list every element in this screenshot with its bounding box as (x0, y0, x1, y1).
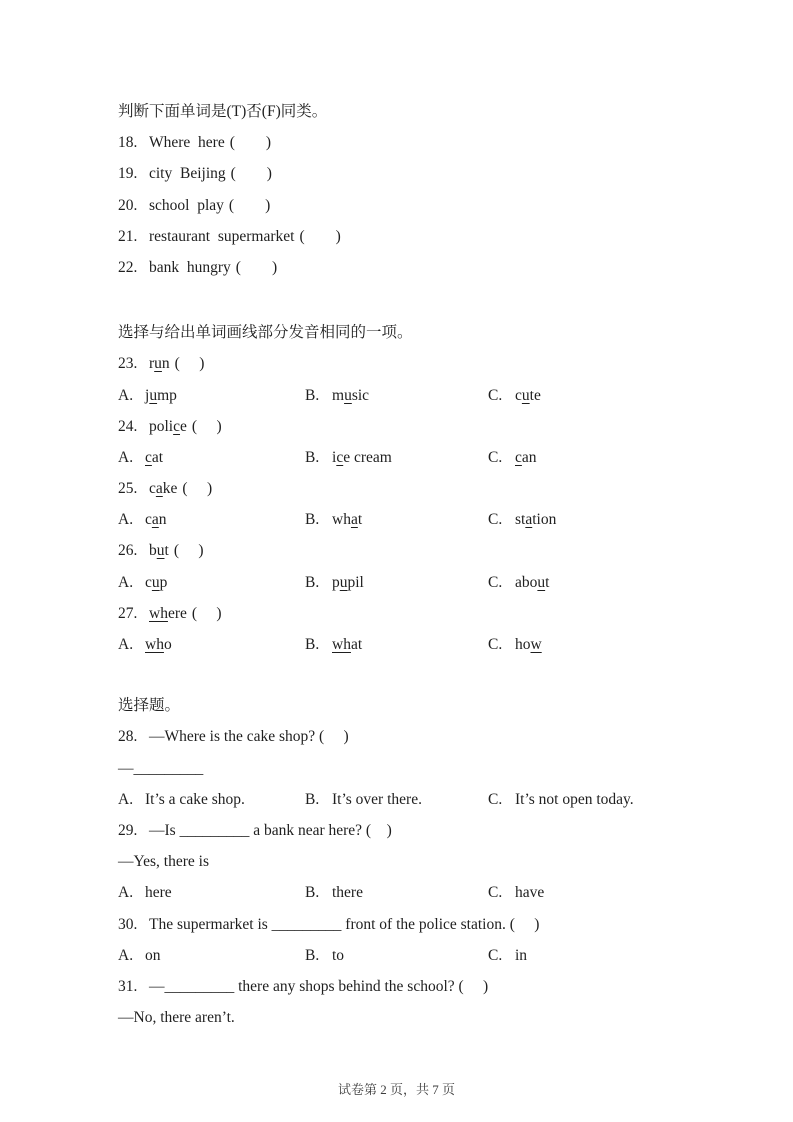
word-part: ho (515, 636, 531, 653)
word-part: b (149, 542, 157, 560)
answer-blank: ( ) (191, 604, 222, 622)
option-word (145, 387, 177, 404)
question-text: The supermarket is _________ front of the police station. ( ) (149, 915, 540, 933)
option-word (332, 636, 362, 653)
word-part: n (161, 355, 170, 373)
underlined-part: u (156, 542, 165, 560)
answer-blank: ( ) (182, 480, 213, 498)
question-number: 22. (118, 258, 138, 276)
option-a (118, 877, 305, 908)
option-label: A. (118, 386, 134, 404)
option-text: It’s a cake shop. (145, 790, 245, 808)
phonics-options-25 (118, 504, 693, 535)
word-part: t (357, 511, 363, 529)
word-part: st (515, 511, 526, 529)
option-a (118, 940, 305, 971)
question-number: 19. (118, 165, 138, 183)
stem-word (149, 418, 187, 435)
option-label: B. (305, 884, 320, 902)
mcq-question-28-line2 (118, 753, 693, 784)
underlined-part: a (350, 511, 358, 529)
phonics-question-25 (118, 473, 693, 504)
option-word (145, 574, 167, 591)
question-number: 25. (118, 480, 138, 498)
word-part: at (151, 448, 164, 466)
option-label: B. (305, 573, 320, 591)
underlined-part: u (344, 386, 352, 404)
question-number: 23. (118, 355, 138, 373)
judgment-item-19 (118, 158, 693, 189)
option-label: C. (488, 946, 503, 964)
option-text: It’s over there. (332, 790, 422, 808)
option-label: A. (118, 946, 134, 964)
option-text: here (145, 884, 172, 902)
option-label: A. (118, 448, 134, 466)
option-a (118, 784, 305, 815)
word-part: e (180, 417, 187, 435)
option-label: A. (118, 511, 134, 529)
option-b (305, 504, 488, 535)
option-label: C. (488, 884, 503, 902)
option-b (305, 380, 488, 411)
mcq-question-28-line1 (118, 721, 693, 752)
option-label: B. (305, 636, 320, 653)
phonics-question-27 (118, 598, 693, 629)
option-word (145, 636, 172, 653)
word-part: p (332, 573, 340, 591)
question-text: —Is _________ a bank near here? ( ) (149, 821, 392, 839)
word-part: abo (515, 573, 538, 591)
page-footer: 试卷第 2 页，共 7 页 (337, 1082, 455, 1097)
question-number: 27. (118, 604, 138, 622)
phonics-options-23 (118, 380, 693, 411)
option-a (118, 380, 305, 411)
phonics-question-23 (118, 348, 693, 379)
word-part: p (159, 573, 168, 591)
word-part: c (145, 511, 152, 529)
question-number: 29. (118, 821, 138, 839)
underlined-part: w (530, 636, 542, 653)
option-text: to (332, 946, 345, 964)
option-a (118, 629, 305, 660)
mcq-section-title: 选择题。 (118, 697, 181, 715)
word-pair: city Beijing (149, 165, 226, 183)
mcq-options-30 (118, 940, 693, 971)
option-word (145, 511, 167, 528)
option-label: C. (488, 511, 503, 529)
word-part: pil (347, 573, 364, 591)
word-part: at (350, 636, 363, 653)
judgment-item-20 (118, 190, 693, 221)
word-part: i (332, 448, 337, 466)
question-text: —_________ there any shops behind the school? ( ) (149, 977, 489, 995)
word-pair: restaurant supermarket (149, 227, 295, 245)
question-number: 18. (118, 134, 138, 152)
option-c (488, 877, 693, 908)
word-part: an (521, 448, 537, 466)
answer-blank: ( ) (229, 134, 272, 152)
mcq-question-29-line2 (118, 846, 693, 877)
word-part: ke (162, 480, 178, 498)
word-part: c (145, 573, 152, 591)
underlined-part: u (154, 355, 162, 373)
underlined-part: u (151, 573, 160, 591)
word-part: t (164, 542, 169, 560)
mcq-options-29 (118, 877, 693, 908)
question-text: —Where is the cake shop? ( ) (149, 728, 349, 746)
word-part: m (332, 386, 345, 404)
stem-word (149, 542, 169, 559)
option-b (305, 784, 488, 815)
option-word (515, 387, 541, 404)
underlined-part: a (151, 511, 159, 529)
option-b (305, 940, 488, 971)
word-part: tion (532, 511, 557, 529)
option-word (145, 449, 163, 466)
word-part: c (515, 386, 522, 404)
judgment-item-21 (118, 221, 693, 252)
judgment-item-18 (118, 127, 693, 158)
word-part: wh (332, 511, 351, 529)
option-c (488, 940, 693, 971)
answer-blank: ( ) (174, 355, 205, 373)
word-part: mp (157, 386, 177, 404)
option-label: C. (488, 448, 503, 466)
option-word (332, 511, 362, 528)
option-b (305, 877, 488, 908)
option-c (488, 567, 693, 598)
option-c (488, 629, 693, 660)
option-a (118, 442, 305, 473)
word-pair: bank hungry (149, 258, 231, 276)
word-part: c (149, 480, 156, 498)
mcq-question-31-line1 (118, 971, 693, 1002)
word-part: e cream (343, 448, 392, 466)
word-part: o (163, 636, 172, 653)
word-pair: Where here (149, 134, 225, 152)
answer-blank: ( ) (235, 258, 278, 276)
option-label: A. (118, 884, 134, 902)
option-label: A. (118, 573, 134, 591)
question-number: 31. (118, 977, 138, 995)
word-part: j (145, 386, 150, 404)
stem-word (149, 355, 170, 372)
option-label: C. (488, 386, 503, 404)
mcq-question-30-line1 (118, 909, 693, 940)
option-label: B. (305, 448, 320, 466)
mcq-question-31-line2 (118, 1002, 693, 1033)
option-label: B. (305, 946, 320, 964)
question-number: 26. (118, 542, 138, 560)
word-part: r (149, 355, 155, 373)
phonics-question-26 (118, 535, 693, 566)
option-text: there (332, 884, 363, 902)
option-word (515, 636, 542, 653)
phonics-options-26 (118, 567, 693, 598)
option-word (332, 387, 369, 404)
option-c (488, 442, 693, 473)
underlined-part: u (521, 386, 530, 404)
underlined-part: a (525, 511, 533, 529)
option-text: It’s not open today. (515, 790, 634, 808)
underlined-part: u (149, 386, 158, 404)
word-pair: school play (149, 196, 224, 214)
mcq-question-29-line1 (118, 815, 693, 846)
option-word (332, 574, 364, 591)
option-label: A. (118, 790, 134, 808)
underlined-part: u (537, 573, 546, 591)
word-part: te (529, 386, 541, 404)
option-c (488, 784, 693, 815)
word-part: t (545, 573, 550, 591)
answer-blank: ( ) (230, 165, 272, 183)
option-label: C. (488, 790, 503, 808)
judgment-item-22 (118, 252, 693, 283)
question-number: 21. (118, 227, 138, 245)
option-a (118, 567, 305, 598)
option-label: B. (305, 386, 320, 404)
word-part: sic (351, 386, 370, 404)
question-number: 24. (118, 417, 138, 435)
option-b (305, 442, 488, 473)
option-text: have (515, 884, 545, 902)
answer-blank: ( ) (228, 196, 271, 214)
option-text: on (145, 946, 161, 964)
word-part: n (158, 511, 167, 529)
underlined-part: c (173, 417, 181, 435)
word-part: ere (167, 604, 187, 622)
answer-line: —No, there aren’t. (118, 1009, 235, 1027)
option-a (118, 504, 305, 535)
phonics-options-24 (118, 442, 693, 473)
option-word (515, 449, 537, 466)
underlined-part: wh (332, 636, 351, 653)
underlined-part: c (145, 448, 152, 466)
answer-line: —_________ (118, 759, 204, 777)
option-label: C. (488, 636, 503, 653)
option-b (305, 629, 488, 660)
underlined-part: wh (145, 636, 164, 653)
option-label: A. (118, 636, 134, 653)
underlined-part: c (515, 448, 522, 466)
stem-word (149, 480, 177, 497)
answer-line: —Yes, there is (118, 853, 209, 871)
option-label: B. (305, 790, 320, 808)
option-b (305, 567, 488, 598)
option-word (332, 449, 392, 466)
answer-blank: ( ) (191, 417, 222, 435)
option-text: in (515, 946, 528, 964)
option-label: C. (488, 573, 503, 591)
word-part: poli (149, 417, 174, 435)
phonics-options-27 (118, 629, 693, 660)
option-word (515, 511, 556, 528)
underlined-part: u (339, 573, 348, 591)
mcq-options-28 (118, 784, 693, 815)
stem-word (149, 605, 187, 622)
phonics-question-24 (118, 411, 693, 442)
question-number: 28. (118, 728, 138, 746)
question-number: 20. (118, 196, 138, 214)
question-number: 30. (118, 915, 138, 933)
underlined-part: a (155, 480, 163, 498)
option-label: B. (305, 511, 320, 529)
option-word (515, 574, 549, 591)
judgment-section-title: 判断下面单词是(T)否(F)同类。 (118, 103, 328, 120)
phonics-section-title: 选择与给出单词画线部分发音相同的一项。 (118, 324, 413, 342)
underlined-part: wh (149, 604, 168, 622)
answer-blank: ( ) (173, 542, 204, 560)
option-c (488, 380, 693, 411)
underlined-part: c (336, 448, 344, 466)
option-c (488, 504, 693, 535)
answer-blank: ( ) (299, 227, 341, 245)
